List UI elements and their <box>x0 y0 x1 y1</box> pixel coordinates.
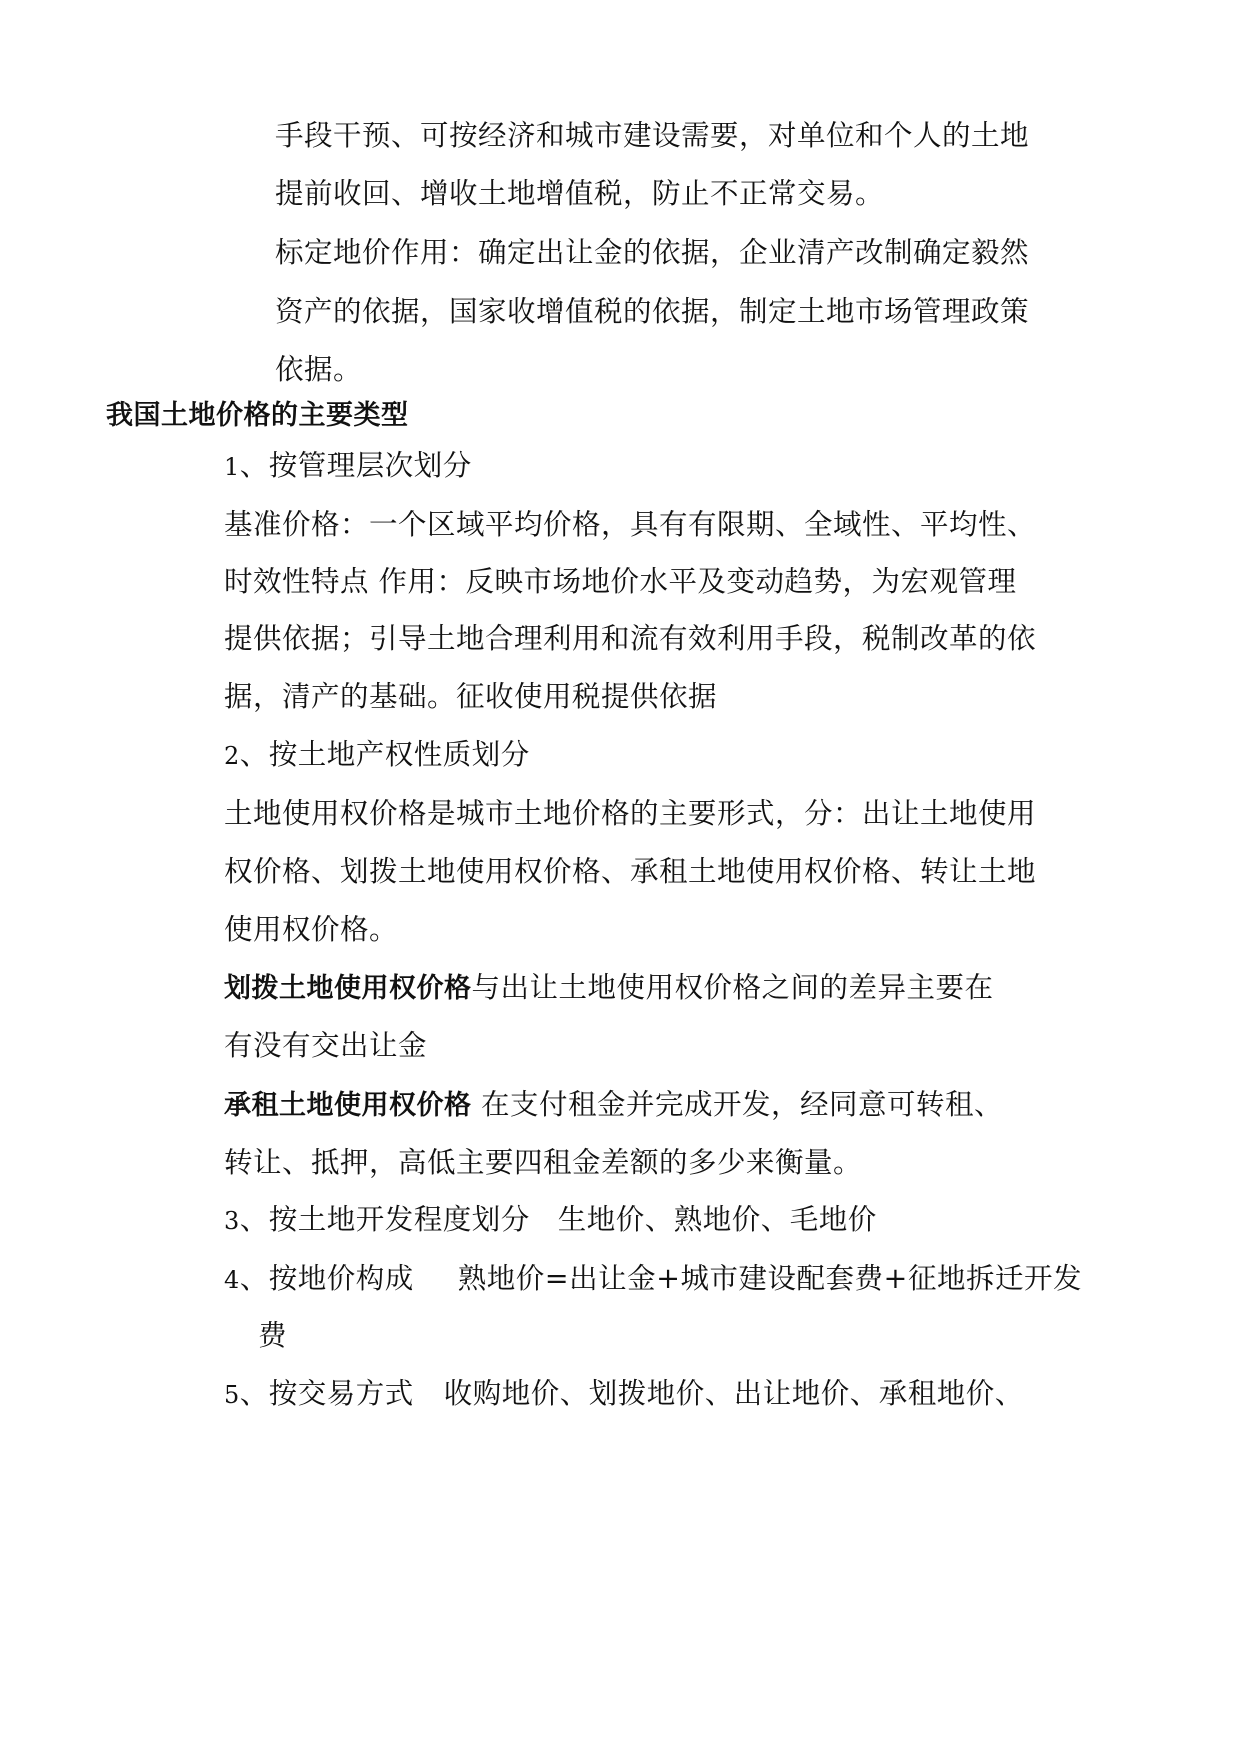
item-2-body-line-1: 土地使用权价格是城市土地价格的主要形式，分：出让土地使用 <box>224 797 1037 830</box>
item-4-detail: 熟地价=出让金+城市建设配套费+征地拆迁开发 <box>457 1262 1082 1295</box>
paragraph-1-line-1: 手段干预、可按经济和城市建设需要，对单位和个人的土地 <box>275 119 1030 152</box>
item-2-title: 、按土地产权性质划分 <box>239 738 530 771</box>
item-4-number: 4 <box>224 1266 240 1294</box>
item-1-body-line-4: 据，清产的基础。征收使用税提供依据 <box>224 680 718 713</box>
item-1-title: 、按管理层次划分 <box>239 449 472 482</box>
item-2-body-line-3: 使用权价格。 <box>224 913 399 946</box>
term-b-line-2: 转让、抵押，高低主要四租金差额的多少来衡量。 <box>224 1146 863 1179</box>
item-4-detail-cont: 费 <box>258 1319 288 1352</box>
item-1-body-line-2: 时效性特点 作用：反映市场地价水平及变动趋势，为宏观管理 <box>224 565 1017 598</box>
paragraph-2-line-2: 资产的依据，国家收增值税的依据，制定土地市场管理政策 <box>275 295 1030 328</box>
term-b-rest: 在支付租金并完成开发，经同意可转租、 <box>471 1088 1004 1121</box>
term-b-bold: 承租土地使用权价格 <box>224 1090 472 1121</box>
item-1-heading <box>224 446 472 487</box>
item-5-detail: 收购地价、划拨地价、出让地价、承租地价、 <box>443 1377 1024 1410</box>
term-a-line-2: 有没有交出让金 <box>224 1029 428 1062</box>
item-4-line <box>224 1259 1082 1300</box>
paragraph-1-line-2: 提前收回、增收土地增值税，防止不正常交易。 <box>275 177 885 210</box>
item-3-title: 、按土地开发程度划分 <box>239 1203 530 1236</box>
paragraph-2-line-1: 标定地价作用：确定出让金的依据，企业清产改制确定毅然 <box>275 236 1030 269</box>
item-2-number: 2 <box>224 742 240 770</box>
item-1-body-line-1: 基准价格：一个区域平均价格，具有有限期、全域性、平均性、 <box>224 508 1037 541</box>
item-3-detail: 生地价、熟地价、毛地价 <box>557 1203 877 1236</box>
item-5-line <box>224 1374 1024 1415</box>
item-3-number: 3 <box>224 1207 240 1235</box>
item-3-line <box>224 1200 877 1241</box>
term-b-line-1 <box>224 1085 1003 1126</box>
item-1-body-line-3: 提供依据；引导土地合理利用和流有效利用手段，税制改革的依 <box>224 622 1037 655</box>
term-a-rest: 与出让土地使用权价格之间的差异主要在 <box>471 971 994 1004</box>
item-1-number: 1 <box>224 453 240 481</box>
term-a-bold: 划拨土地使用权价格 <box>224 973 472 1004</box>
item-5-title: 、按交易方式 <box>239 1377 414 1410</box>
item-5-number: 5 <box>224 1381 240 1409</box>
paragraph-2-line-3: 依据。 <box>275 353 363 386</box>
item-4-title: 、按地价构成 <box>239 1262 414 1295</box>
item-2-body-line-2: 权价格、划拨土地使用权价格、承租土地使用权价格、转让土地 <box>224 855 1037 888</box>
section-heading: 我国土地价格的主要类型 <box>106 400 409 431</box>
term-a-line-1 <box>224 968 994 1009</box>
item-2-heading <box>224 735 530 776</box>
